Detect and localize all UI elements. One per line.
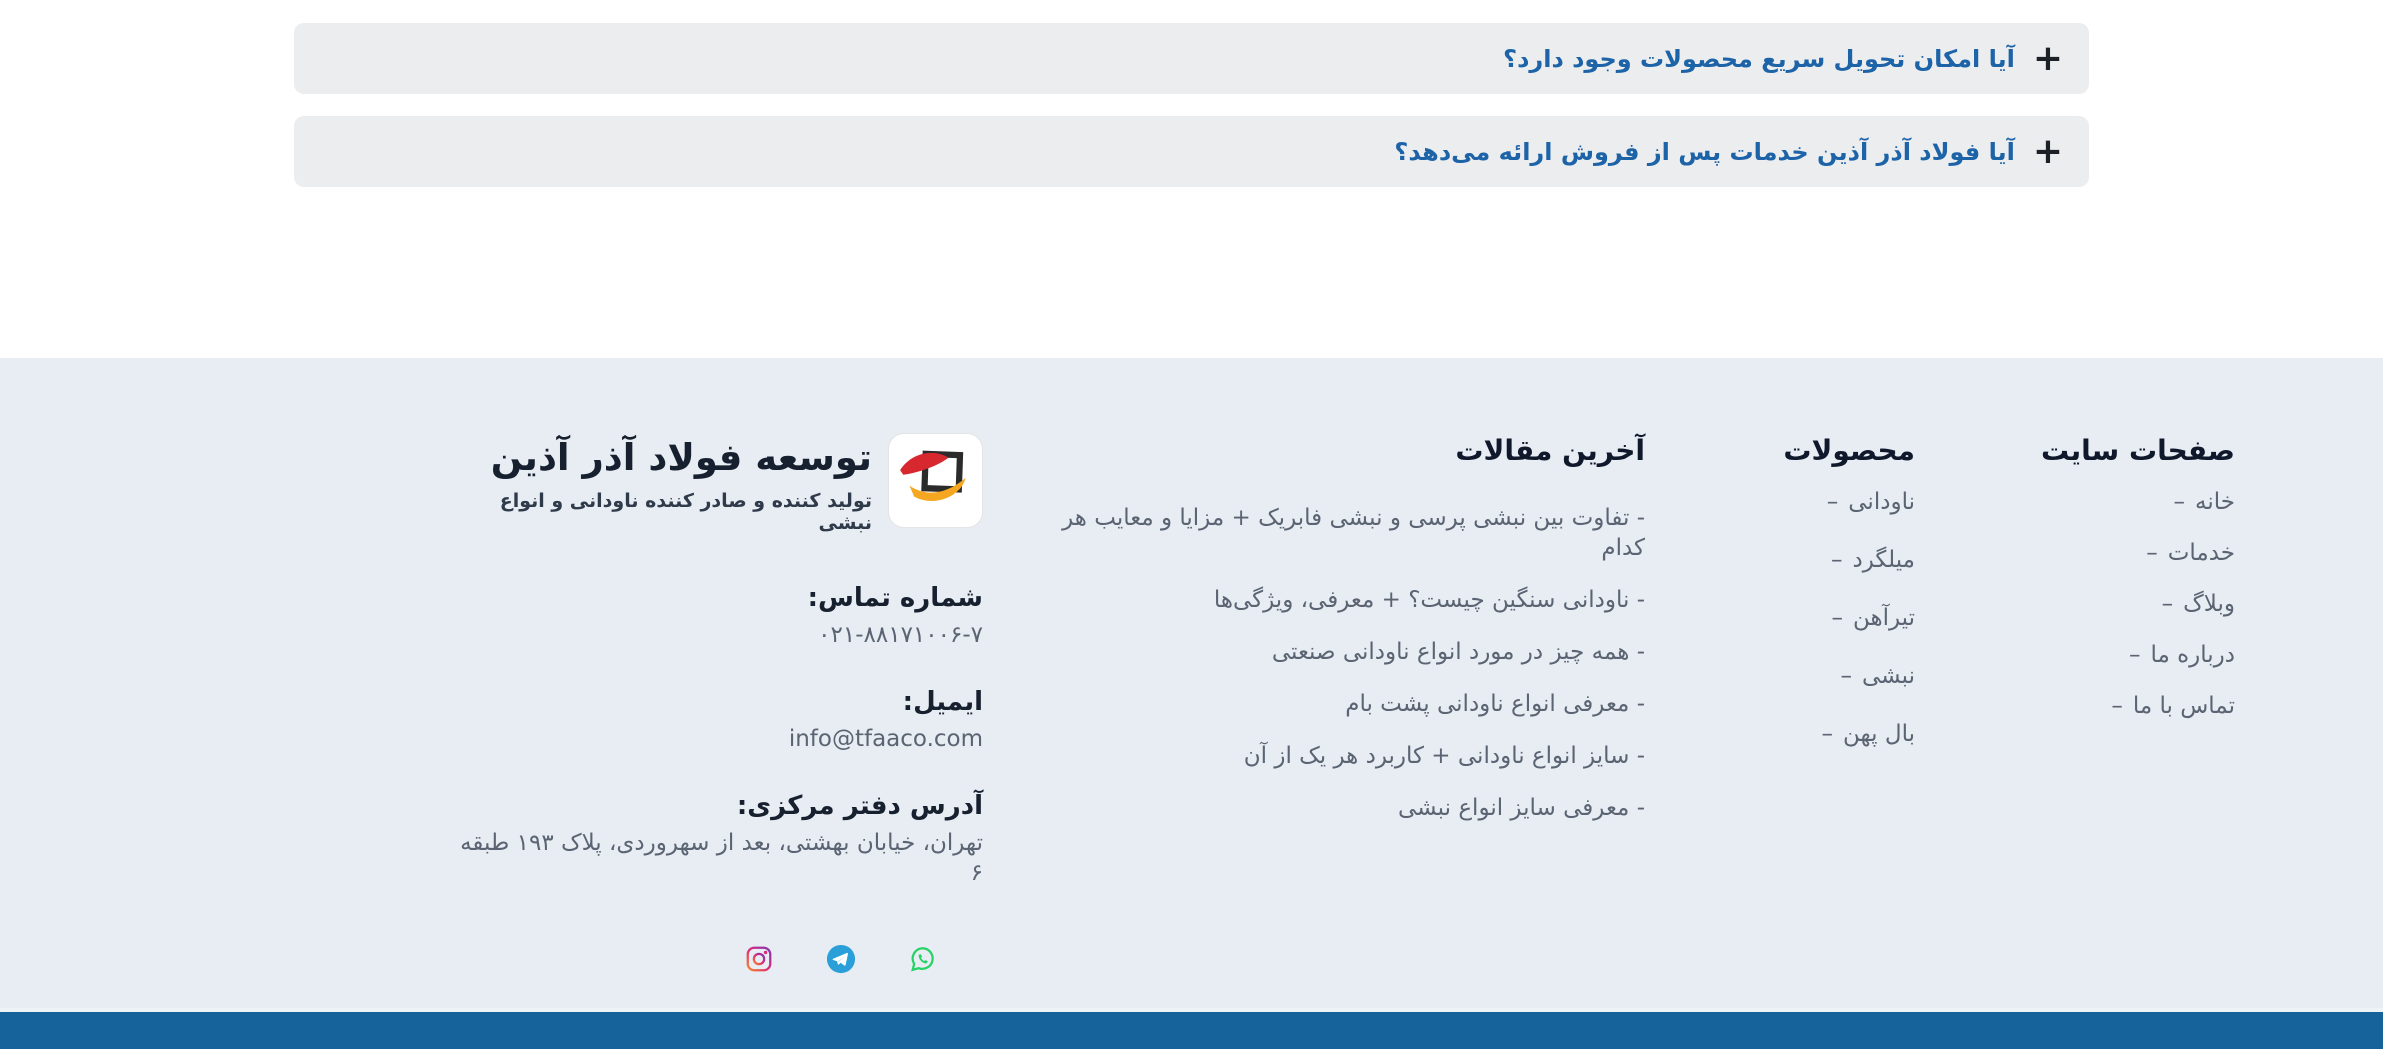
dash-mark: – xyxy=(2173,489,2186,515)
expand-plus-icon: + xyxy=(2032,37,2063,79)
brand-row xyxy=(460,433,983,534)
whatsapp-icon[interactable] xyxy=(908,944,938,974)
social-links xyxy=(460,944,983,974)
link-label: وبلاگ xyxy=(2183,591,2235,617)
article-link[interactable]: - ناودانی سنگین چیست؟ + معرفی، ویژگی‌ها xyxy=(1213,587,1645,613)
contact-phone-group xyxy=(460,582,983,650)
link-label: تماس با ما xyxy=(2132,693,2235,719)
company-logo xyxy=(888,433,983,528)
faq-item-after-sales[interactable] xyxy=(294,116,2089,187)
dash-mark: – xyxy=(1840,663,1852,689)
footer-col-brand xyxy=(460,433,1005,974)
link-label: تیرآهن xyxy=(1852,605,1915,631)
company-name: توسعه فولاد آذر آذین xyxy=(490,436,872,479)
dash-mark: – xyxy=(2161,591,2174,617)
expand-plus-icon: + xyxy=(2032,130,2063,172)
footer-link-blog[interactable] xyxy=(2035,589,2235,619)
dash-mark: – xyxy=(1831,605,1843,631)
footer-link-about[interactable] xyxy=(2035,640,2235,670)
faq-question: آیا امکان تحویل سریع محصولات وجود دارد؟ xyxy=(1503,44,2015,73)
article-link[interactable]: - سایز انواع ناودانی + کاربرد هر یک از آن xyxy=(1243,743,1645,769)
contact-email-group xyxy=(460,686,983,754)
link-label: نبشی xyxy=(1861,663,1915,689)
article-link[interactable]: - معرفی سایز انواع نبشی xyxy=(1397,795,1645,821)
footer-link-wide-flange[interactable] xyxy=(1755,719,1915,749)
footer-link-rebar[interactable] xyxy=(1755,545,1915,575)
link-label: خانه xyxy=(2195,489,2235,515)
articles-title: آخرین مقالات xyxy=(1455,434,1645,467)
faq-section xyxy=(294,0,2089,358)
footer-col-articles xyxy=(1025,433,1645,974)
address-value: تهران، خیابان بهشتی، بعد از سهروردی، پلاک ۱۹۳ طبقه ۶ xyxy=(460,830,983,886)
email-address[interactable] xyxy=(460,724,983,754)
phone-number-text: ۰۲۱-۸۸۱۷۱۰۰۶-۷ xyxy=(818,622,983,648)
bottom-bar xyxy=(0,1008,2383,1049)
footer-link-services[interactable] xyxy=(2035,538,2235,568)
link-label: بال پهن xyxy=(1843,721,1915,747)
telegram-icon[interactable] xyxy=(826,944,856,974)
phone-number[interactable] xyxy=(460,620,983,650)
article-link[interactable]: - همه چیز در مورد انواع ناودانی صنعتی xyxy=(1271,639,1645,665)
dash-mark: – xyxy=(1830,547,1843,573)
link-label: ناودانی xyxy=(1848,489,1915,515)
site-footer xyxy=(0,358,2383,1008)
products-title: محصولات xyxy=(1783,434,1915,467)
footer-link-home[interactable] xyxy=(2035,487,2235,517)
faq-question: آیا فولاد آذر آذین خدمات پس از فروش ارائه می‌دهد؟ xyxy=(1394,137,2015,166)
email-label: ایمیل: xyxy=(902,687,983,717)
logo-graphic xyxy=(897,442,975,520)
dash-mark: – xyxy=(2128,642,2141,668)
email-address-text: info@tfaaco.com xyxy=(788,726,983,752)
dash-mark: – xyxy=(2111,693,2123,719)
dash-mark: – xyxy=(1821,721,1834,747)
phone-label: شماره تماس: xyxy=(807,583,983,613)
instagram-icon[interactable] xyxy=(744,944,774,974)
faq-item-fast-delivery[interactable] xyxy=(294,23,2089,94)
company-tagline: تولید کننده و صادر کننده ناودانی و انواع نبشی xyxy=(499,490,872,534)
article-link[interactable]: - تفاوت بین نبشی پرسی و نبشی فابریک + مزایا و معایب هر کدام xyxy=(1062,505,1645,561)
link-label: میلگرد xyxy=(1852,547,1915,573)
link-label: درباره ما xyxy=(2150,642,2235,668)
article-link[interactable]: - معرفی انواع ناودانی پشت بام xyxy=(1345,691,1645,717)
footer-link-angle[interactable] xyxy=(1755,661,1915,691)
brand-text xyxy=(460,433,872,534)
dash-mark: – xyxy=(1826,489,1839,515)
site-pages-title: صفحات سایت xyxy=(2041,434,2235,467)
footer-link-channel[interactable] xyxy=(1755,487,1915,517)
dash-mark: – xyxy=(2146,540,2158,566)
footer-link-ibeam[interactable] xyxy=(1755,603,1915,633)
footer-columns xyxy=(148,358,2235,974)
address-label: آدرس دفتر مرکزی: xyxy=(736,791,983,821)
link-label: خدمات xyxy=(2167,540,2235,566)
footer-col-site-pages xyxy=(2035,433,2235,974)
footer-col-products xyxy=(1755,433,1915,974)
footer-link-contact[interactable] xyxy=(2035,691,2235,721)
contact-address-group xyxy=(460,790,983,888)
